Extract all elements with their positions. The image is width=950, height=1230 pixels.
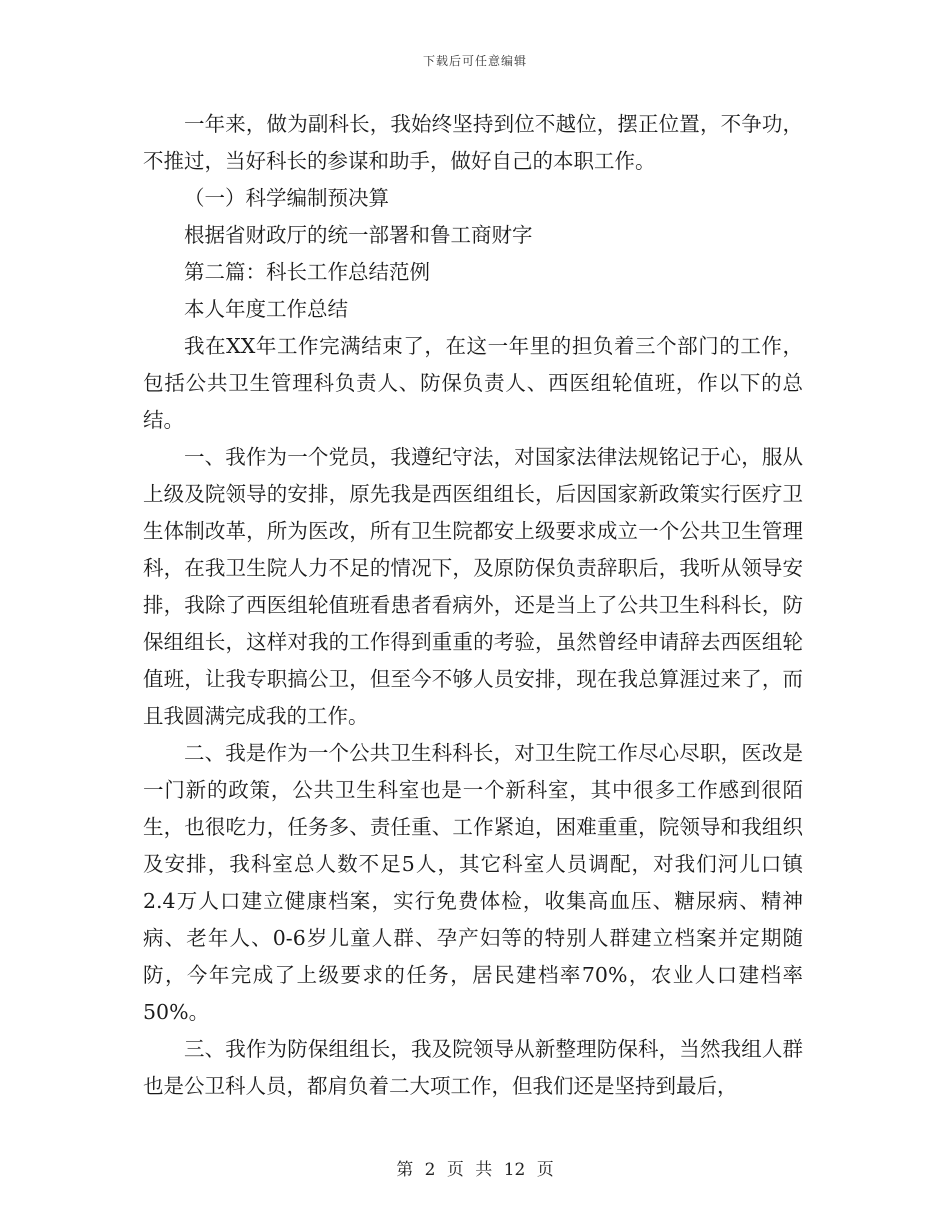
paragraph-item-3: 三、我作为防保组组长，我及院领导从新整理防保科，当然我组人群也是公卫科人员，都肩负着二大项工作，但我们还是坚持到最后， <box>143 1037 803 1098</box>
summary-title: 本人年度工作总结 <box>184 297 348 321</box>
paragraph-item-2: 二、我是作为一个公共卫生科科长，对卫生院工作尽心尽职，医改是一门新的政策，公共卫生科室也是一个新科室，其中很多工作感到很陌生，也很吃力，任务多、责任重、工作紧迫，困难重重，院领导和我组织及安排，我科室总人数不足5人，其它科室人员调配，对我们河儿口镇2.4万人口建立健康档案，实行免费体检，收集高血压、糖尿病、精神病、老年人、0-6岁儿童人群、孕产妇等的特别人群建立档案并定期随防，今年完成了上级要求的任务，居民建档率70%，农业人口建档率50%。 <box>143 741 803 1024</box>
chapter-title: 第二篇：科长工作总结范例 <box>184 260 430 284</box>
paragraph-intro: 我在XX年工作完满结束了，在这一年里的担负着三个部门的工作，包括公共卫生管理科负责人、防保负责人、西医组轮值班，作以下的总结。 <box>143 334 803 432</box>
paragraph-2: 根据省财政厅的统一部署和鲁工商财字 <box>184 223 533 247</box>
section-heading: （一）科学编制预决算 <box>184 186 389 210</box>
paragraph-1: 一年来，做为副科长，我始终坚持到位不越位，摆正位置，不争功，不推过，当好科长的参谋和助手，做好自己的本职工作。 <box>143 112 803 173</box>
paragraph-item-1: 一、我作为一个党员，我遵纪守法，对国家法律法规铭记于心，服从上级及院领导的安排，原先我是西医组组长，后因国家新政策实行医疗卫生体制改革，所为医改，所有卫生院都安上级要求成立一个公共卫生管理科，在我卫生院人力不足的情况下，及原防保负责辞职后，我听从领导安排，我除了西医组轮值班看患者看病外，还是当上了公共卫生科科长，防保组组长，这样对我的工作得到重重的考验，虽然曾经申请辞去西医组轮值班，让我专职搞公卫，但至今不够人员安排，现在我总算涯过来了，而且我圆满完成我的工作。 <box>143 445 803 728</box>
document-body <box>143 106 803 1105</box>
page-number: 第 2 页 共 12 页 <box>396 1160 554 1180</box>
page-header: 下载后可任意编辑 <box>422 54 527 68</box>
